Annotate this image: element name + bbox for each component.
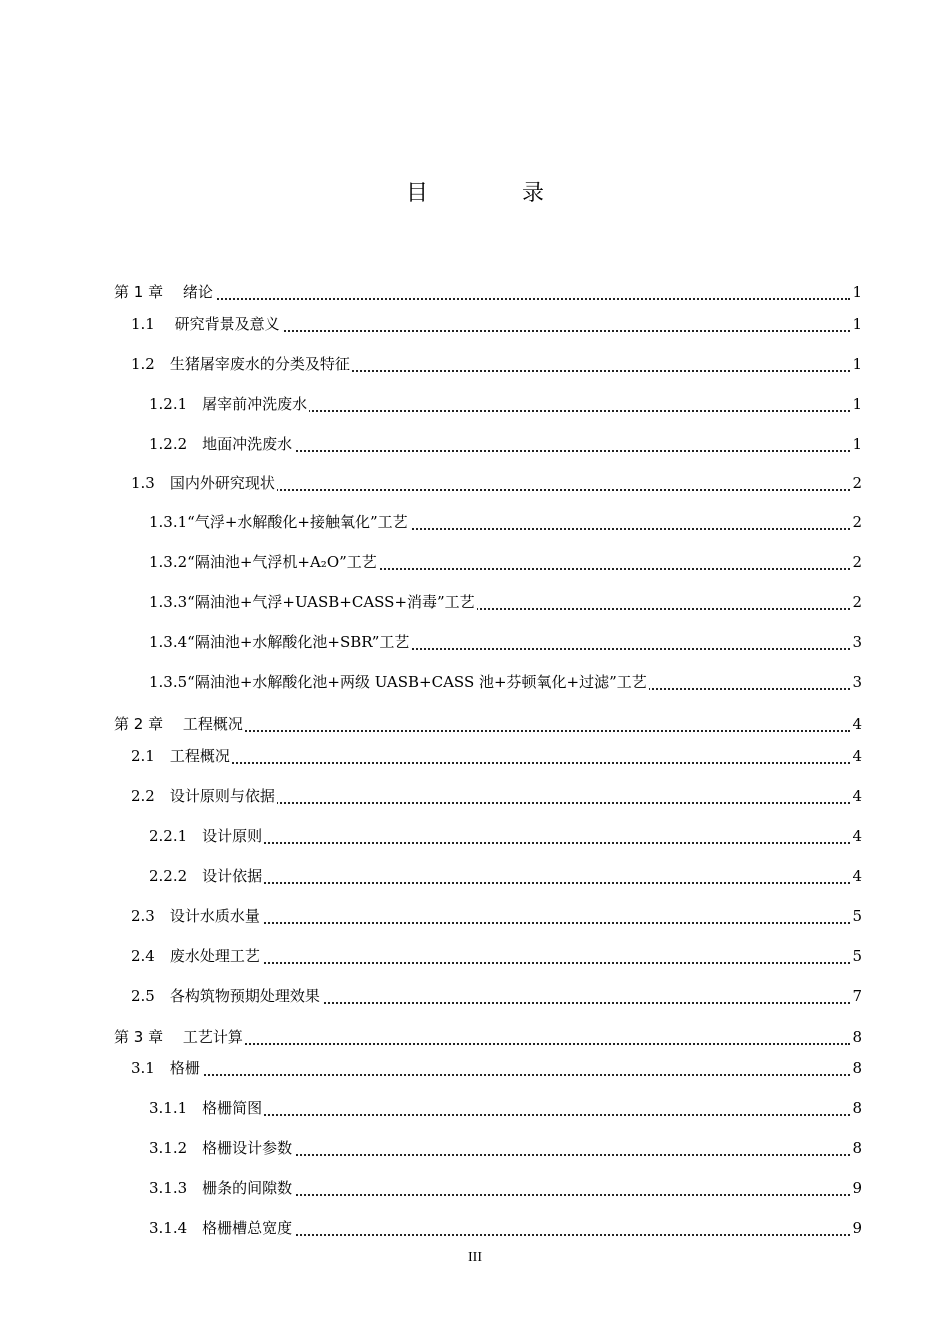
toc-entry-label: 3.1.1 格栅简图 bbox=[149, 1096, 264, 1120]
toc-entry[interactable] bbox=[0, 392, 950, 416]
toc-entry-page: 8 bbox=[852, 1028, 862, 1046]
toc-entry[interactable] bbox=[0, 432, 950, 456]
toc-entry-label: 1.2.1 屠宰前冲洗废水 bbox=[149, 392, 309, 416]
toc-entry[interactable] bbox=[0, 1096, 950, 1120]
toc-entry-page: 2 bbox=[852, 593, 862, 611]
toc-entry[interactable] bbox=[0, 1216, 950, 1240]
toc-entry[interactable] bbox=[0, 590, 950, 614]
toc-entry[interactable] bbox=[0, 471, 950, 495]
toc-entry[interactable] bbox=[0, 510, 950, 534]
dot-leader bbox=[114, 274, 850, 300]
toc-entry-label: 1.3.5“隔油池+水解酸化池+两级 UASB+CASS 池+芬顿氧化+过滤”工艺 bbox=[149, 670, 649, 694]
toc-entry-page: 4 bbox=[852, 787, 862, 805]
toc-entry-page: 8 bbox=[852, 1099, 862, 1117]
toc-entry[interactable] bbox=[0, 1056, 950, 1080]
toc-entry-label: 2.3 设计水质水量 bbox=[131, 904, 262, 928]
toc-entry-label: 2.2 设计原则与依据 bbox=[131, 784, 277, 808]
toc-entry[interactable] bbox=[0, 352, 950, 376]
toc-entry-label: 1.3.1“气浮+水解酸化+接触氧化”工艺 bbox=[149, 510, 410, 534]
toc-entry-label: 1.2.2 地面冲洗废水 bbox=[149, 432, 294, 456]
toc-entry[interactable] bbox=[0, 1025, 950, 1049]
toc-entry-label: 2.2.2 设计依据 bbox=[149, 864, 264, 888]
toc-entry[interactable] bbox=[0, 1176, 950, 1200]
toc-entry-label: 1.3.2“隔油池+气浮机+A₂O”工艺 bbox=[149, 550, 379, 574]
toc-entry[interactable] bbox=[0, 864, 950, 888]
toc-entry-page: 4 bbox=[852, 715, 862, 733]
toc-entry[interactable] bbox=[0, 784, 950, 808]
page-number: III bbox=[468, 1250, 482, 1265]
toc-entry-page: 1 bbox=[852, 355, 862, 373]
toc-entry-label: 3.1.4 格栅槽总宽度 bbox=[149, 1216, 294, 1240]
dot-leader bbox=[131, 1050, 850, 1076]
toc-entry[interactable] bbox=[0, 670, 950, 694]
toc-entry-page: 1 bbox=[852, 283, 862, 301]
toc-entry-label: 第 1 章 绪论 bbox=[114, 280, 215, 304]
toc-entry[interactable] bbox=[0, 1136, 950, 1160]
toc-entry-page: 4 bbox=[852, 827, 862, 845]
toc-entry-page: 2 bbox=[852, 474, 862, 492]
toc-entry-page: 3 bbox=[852, 673, 862, 691]
toc-entry-page: 2 bbox=[852, 553, 862, 571]
toc-entry-label: 2.2.1 设计原则 bbox=[149, 824, 264, 848]
toc-title: 目 录 bbox=[405, 181, 580, 206]
toc-entry[interactable] bbox=[0, 312, 950, 336]
toc-entry[interactable] bbox=[0, 824, 950, 848]
toc-entry-page: 1 bbox=[852, 395, 862, 413]
toc-entry[interactable] bbox=[0, 944, 950, 968]
toc-entry[interactable] bbox=[0, 630, 950, 654]
toc-entry[interactable] bbox=[0, 744, 950, 768]
toc-entry-page: 2 bbox=[852, 513, 862, 531]
toc-entry[interactable] bbox=[0, 984, 950, 1008]
toc-entry-label: 1.3 国内外研究现状 bbox=[131, 471, 277, 495]
toc-entry-page: 7 bbox=[852, 987, 862, 1005]
toc-entry-page: 8 bbox=[852, 1139, 862, 1157]
toc-entry[interactable] bbox=[0, 550, 950, 574]
toc-entry-page: 1 bbox=[852, 435, 862, 453]
toc-entry-label: 第 3 章 工艺计算 bbox=[114, 1025, 245, 1049]
toc-entry-page: 9 bbox=[852, 1219, 862, 1237]
toc-entry-label: 3.1 格栅 bbox=[131, 1056, 202, 1080]
toc-entry-label: 1.2 生猪屠宰废水的分类及特征 bbox=[131, 352, 352, 376]
toc-entry[interactable] bbox=[0, 712, 950, 736]
toc-entry-page: 1 bbox=[852, 315, 862, 333]
toc-entry-page: 4 bbox=[852, 747, 862, 765]
toc-entry-page: 8 bbox=[852, 1059, 862, 1077]
toc-entry-label: 2.1 工程概况 bbox=[131, 744, 232, 768]
toc-entry-label: 2.4 废水处理工艺 bbox=[131, 944, 262, 968]
toc-entry-label: 3.1.3 栅条的间隙数 bbox=[149, 1176, 294, 1200]
toc-entry-label: 3.1.2 格栅设计参数 bbox=[149, 1136, 294, 1160]
toc-entry[interactable] bbox=[0, 904, 950, 928]
toc-entry-label: 2.5 各构筑物预期处理效果 bbox=[131, 984, 322, 1008]
toc-entry-page: 3 bbox=[852, 633, 862, 651]
toc-entry-label: 1.1 研究背景及意义 bbox=[131, 312, 282, 336]
toc-entry-page: 4 bbox=[852, 867, 862, 885]
toc-entry-page: 5 bbox=[852, 947, 862, 965]
toc-entry[interactable] bbox=[0, 280, 950, 304]
toc-entry-page: 9 bbox=[852, 1179, 862, 1197]
toc-entry-label: 1.3.3“隔油池+气浮+UASB+CASS+消毒”工艺 bbox=[149, 590, 477, 614]
toc-entry-page: 5 bbox=[852, 907, 862, 925]
toc-entry-label: 1.3.4“隔油池+水解酸化池+SBR”工艺 bbox=[149, 630, 411, 654]
toc-entry-label: 第 2 章 工程概况 bbox=[114, 712, 245, 736]
dot-leader bbox=[131, 738, 850, 764]
